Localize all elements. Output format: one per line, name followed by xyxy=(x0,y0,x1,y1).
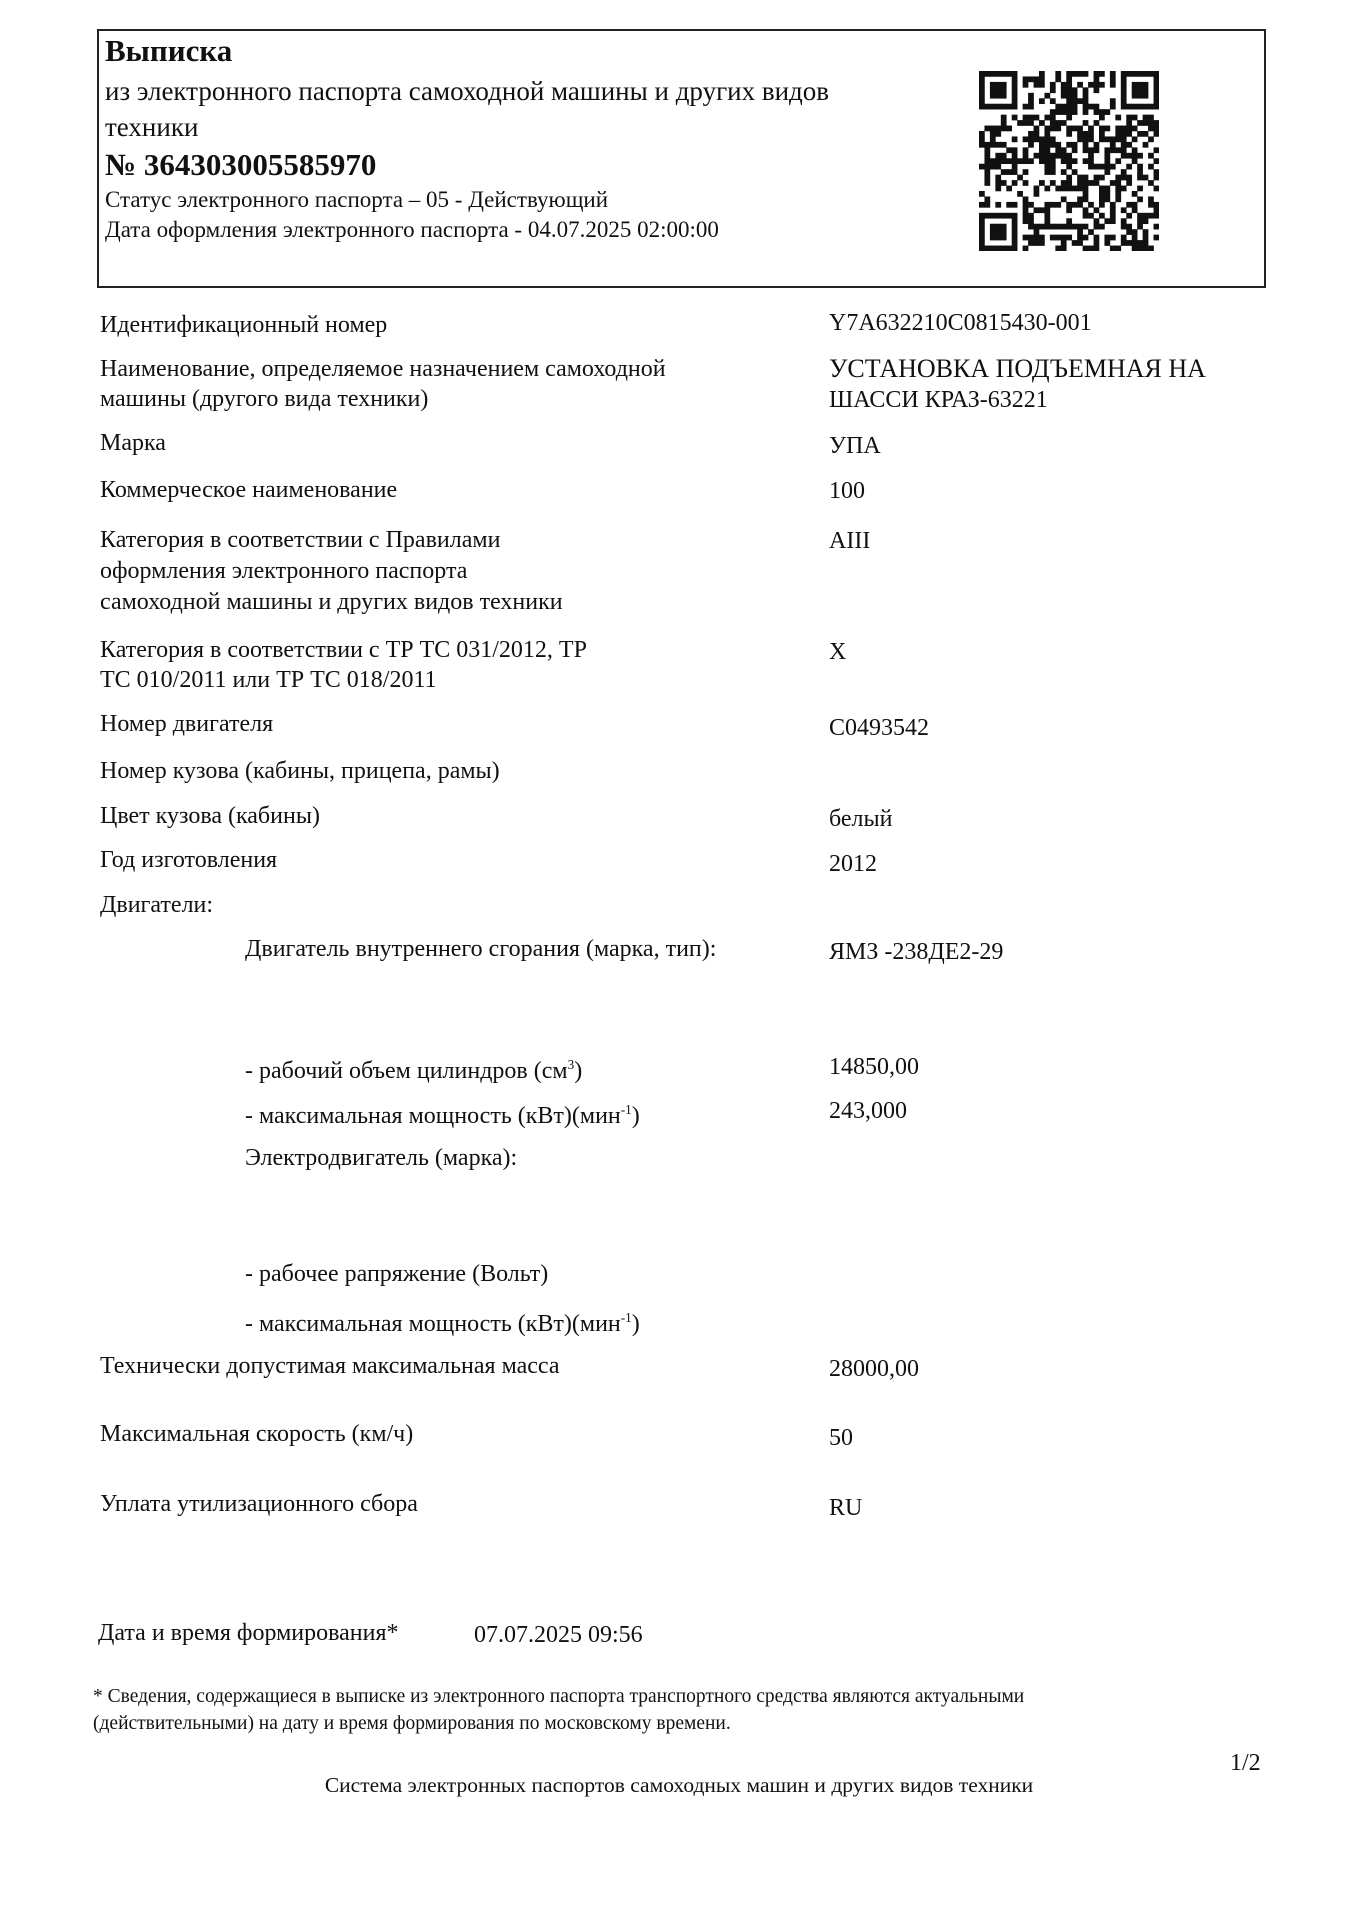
label-recycling-fee: Уплата утилизационного сбора xyxy=(100,1491,418,1517)
value-year: 2012 xyxy=(829,851,877,877)
value-max-speed: 50 xyxy=(829,1425,853,1451)
document-title: Выписка xyxy=(105,33,233,68)
label-category-rules-1: Категория в соответствии с Правилами xyxy=(100,527,501,553)
footnote-line-2: (действительными) на дату и время формирования по московскому времени. xyxy=(93,1713,731,1734)
label-id-number: Идентификационный номер xyxy=(100,312,388,338)
label-category-tr-2: ТС 010/2011 или ТР ТС 018/2011 xyxy=(100,667,437,693)
footnote-line-1: * Сведения, содержащиеся в выписке из электронного паспорта транспортного средства являются актуальными xyxy=(93,1686,1025,1707)
label-ice: Двигатель внутреннего сгорания (марка, тип): xyxy=(245,936,717,962)
value-name-2: ШАССИ КРАЗ-63221 xyxy=(829,387,1048,413)
label-name-1: Наименование, определяемое назначением самоходной xyxy=(100,356,666,382)
label-engine-number: Номер двигателя xyxy=(100,711,274,737)
label-name-2: машины (другого вида техники) xyxy=(100,386,429,412)
value-max-mass: 28000,00 xyxy=(829,1356,919,1382)
label-max-speed: Максимальная скорость (км/ч) xyxy=(100,1421,414,1447)
value-category-rules: AIII xyxy=(829,528,871,554)
document-subtitle: из электронного паспорта самоходной машины и других видов техники xyxy=(105,76,830,142)
label-category-rules-2: оформления электронного паспорта xyxy=(100,558,468,584)
value-commercial-name: 100 xyxy=(829,478,865,504)
qr-code xyxy=(979,71,1159,251)
label-commercial-name: Коммерческое наименование xyxy=(100,477,398,503)
label-voltage: - рабочее рапряжение (Вольт) xyxy=(245,1261,549,1287)
value-brand: УПА xyxy=(829,433,881,459)
value-id-number: Y7A632210C0815430-001 xyxy=(829,310,1092,336)
passport-number: № 364303005585970 xyxy=(105,147,377,182)
formed-label: Дата и время формирования* xyxy=(98,1620,399,1646)
label-body-color: Цвет кузова (кабины) xyxy=(100,803,320,829)
value-displacement: 14850,00 xyxy=(829,1054,919,1080)
label-year: Год изготовления xyxy=(100,847,278,873)
passport-issue-date: Дата оформления электронного паспорта - 04.07.2025 02:00:00 xyxy=(105,217,719,242)
label-engines: Двигатели: xyxy=(100,892,214,918)
label-displacement: - рабочий объем цилиндров $(см^3)$ xyxy=(245,1057,583,1084)
value-recycling-fee: RU xyxy=(829,1495,863,1521)
page-number: 1/2 xyxy=(1230,1750,1261,1776)
value-category-tr: X xyxy=(829,639,847,665)
value-engine-number: C0493542 xyxy=(829,715,930,741)
value-body-color: белый xyxy=(829,806,893,832)
label-electric-motor: Электродвигатель (марка): xyxy=(245,1145,518,1171)
label-body-number: Номер кузова (кабины, прицепа, рамы) xyxy=(100,758,500,784)
header-box xyxy=(97,29,1266,288)
label-max-mass: Технически допустимая максимальная масса xyxy=(100,1353,560,1379)
value-ice: ЯМЗ -238ДЕ2-29 xyxy=(829,939,1004,965)
label-brand: Марка xyxy=(100,430,166,456)
system-name: Система электронных паспортов самоходных машин и других видов техники xyxy=(324,1773,1034,1797)
label-category-tr-1: Категория в соответствии с ТР ТС 031/2012, ТР xyxy=(100,637,587,663)
label-category-rules-3: самоходной машины и других видов техники xyxy=(100,589,563,615)
label-ice-power: - максимальная мощность (кВт)(мин$^{-1}$) xyxy=(245,1102,640,1129)
value-name-1: УСТАНОВКА ПОДЪЕМНАЯ НА xyxy=(829,354,1206,383)
passport-status: Статус электронного паспорта – 05 - Действующий xyxy=(105,187,609,212)
value-ice-power: 243,000 xyxy=(829,1098,907,1124)
formed-value: 07.07.2025 09:56 xyxy=(474,1622,643,1648)
label-em-power: - максимальная мощность (кВт)(мин$^{-1}$) xyxy=(245,1310,640,1337)
footnote xyxy=(93,1683,1183,1737)
